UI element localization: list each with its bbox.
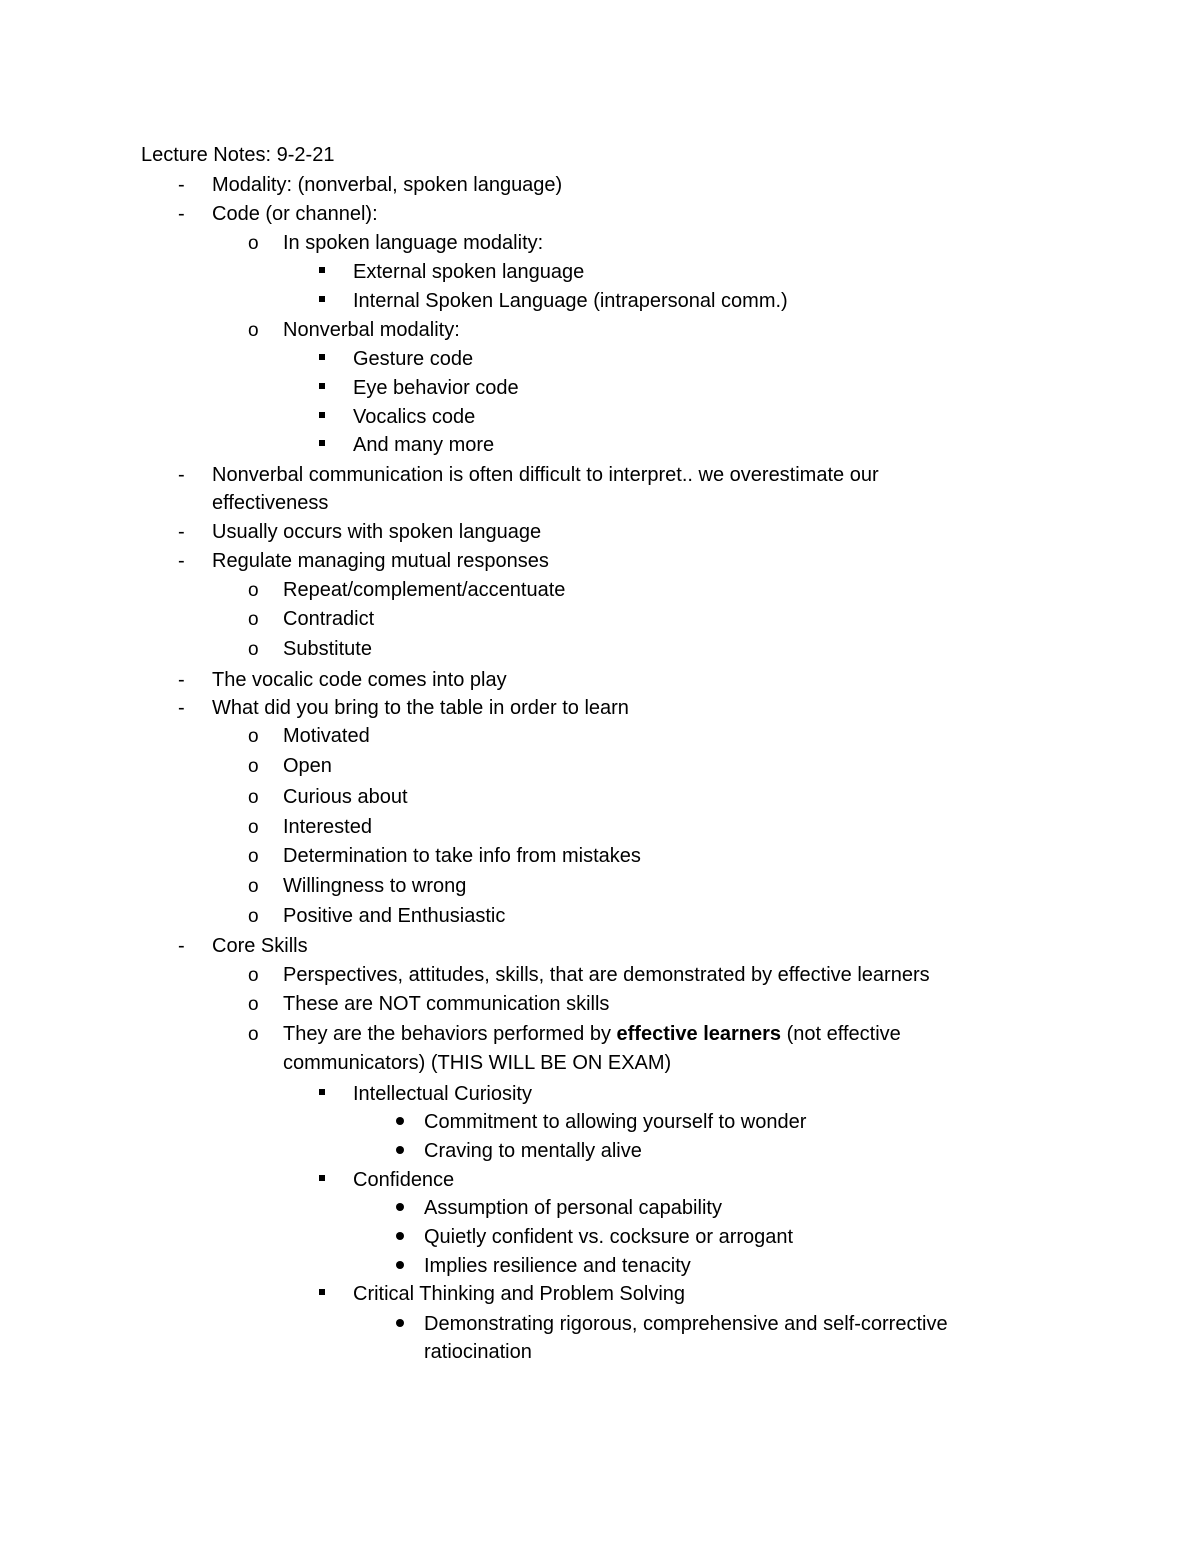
- circle-marker: o: [248, 906, 259, 927]
- list-item: Modality: (nonverbal, spoken language): [212, 174, 563, 196]
- list-item: Determination to take info from mistakes: [283, 845, 641, 867]
- list-item: Implies resilience and tenacity: [424, 1255, 691, 1277]
- circle-marker: o: [248, 580, 259, 601]
- list-item: Quietly confident vs. cocksure or arrogant: [424, 1226, 794, 1248]
- list-item: Regulate managing mutual responses: [212, 550, 549, 572]
- list-item: Interested: [283, 816, 372, 838]
- square-bullet: [319, 296, 325, 302]
- list-item: Substitute: [283, 638, 372, 660]
- circle-marker: o: [248, 994, 259, 1015]
- list-item: [283, 1020, 901, 1049]
- list-item: Open: [283, 755, 332, 777]
- circle-marker: o: [248, 756, 259, 777]
- list-item-continuation: ratiocination: [424, 1341, 532, 1363]
- page-title: Lecture Notes: 9-2-21: [141, 144, 335, 166]
- dash-marker: -: [178, 521, 185, 543]
- list-item: Willingness to wrong: [283, 875, 467, 897]
- list-item: Repeat/complement/accentuate: [283, 579, 566, 601]
- circle-marker: o: [248, 965, 259, 986]
- dash-marker: -: [178, 669, 185, 691]
- list-item-text: They are the behaviors performed by: [283, 1023, 617, 1045]
- list-item: Curious about: [283, 786, 408, 808]
- circle-marker: o: [248, 787, 259, 808]
- list-item: Nonverbal communication is often difficult to interpret.. we overestimate our: [212, 464, 879, 486]
- round-bullet: [396, 1232, 404, 1240]
- list-item: And many more: [353, 434, 495, 456]
- list-item: Eye behavior code: [353, 377, 519, 399]
- list-item: Confidence: [353, 1169, 455, 1191]
- dash-marker: -: [178, 464, 185, 486]
- list-item: External spoken language: [353, 261, 585, 283]
- dash-marker: -: [178, 203, 185, 225]
- dash-marker: -: [178, 935, 185, 957]
- list-item-continuation: communicators) (THIS WILL BE ON EXAM): [283, 1052, 672, 1074]
- list-item: Code (or channel):: [212, 203, 378, 225]
- list-item-text: (not effective: [781, 1023, 901, 1045]
- circle-marker: o: [248, 876, 259, 897]
- list-item: Motivated: [283, 725, 370, 747]
- circle-marker: o: [248, 726, 259, 747]
- list-item: Demonstrating rigorous, comprehensive and self-corrective: [424, 1313, 948, 1335]
- dash-marker: -: [178, 697, 185, 719]
- list-item: The vocalic code comes into play: [212, 669, 507, 691]
- list-item: Vocalics code: [353, 406, 476, 428]
- list-item-continuation: effectiveness: [212, 492, 329, 514]
- square-bullet: [319, 1175, 325, 1181]
- list-item: In spoken language modality:: [283, 232, 544, 254]
- list-item: Gesture code: [353, 348, 474, 370]
- square-bullet: [319, 1089, 325, 1095]
- dash-marker: -: [178, 174, 185, 196]
- list-item: Contradict: [283, 608, 375, 630]
- round-bullet: [396, 1319, 404, 1327]
- list-item: Assumption of personal capability: [424, 1197, 722, 1219]
- list-item: Perspectives, attitudes, skills, that are demonstrated by effective learners: [283, 964, 930, 986]
- round-bullet: [396, 1117, 404, 1125]
- dash-marker: -: [178, 550, 185, 572]
- square-bullet: [319, 354, 325, 360]
- list-item: Positive and Enthusiastic: [283, 905, 506, 927]
- square-bullet: [319, 440, 325, 446]
- circle-marker: o: [248, 609, 259, 630]
- list-item: Intellectual Curiosity: [353, 1083, 532, 1105]
- circle-marker: o: [248, 817, 259, 838]
- square-bullet: [319, 412, 325, 418]
- list-item: Craving to mentally alive: [424, 1140, 642, 1162]
- list-item: These are NOT communication skills: [283, 993, 610, 1015]
- bold-phrase: effective learners: [616, 1023, 782, 1045]
- list-item: What did you bring to the table in order to learn: [212, 697, 629, 719]
- circle-marker: o: [248, 846, 259, 867]
- round-bullet: [396, 1203, 404, 1211]
- circle-marker: o: [248, 1024, 259, 1045]
- square-bullet: [319, 1289, 325, 1295]
- list-item: Core Skills: [212, 935, 308, 957]
- circle-marker: o: [248, 233, 259, 254]
- list-item: Usually occurs with spoken language: [212, 521, 542, 543]
- round-bullet: [396, 1261, 404, 1269]
- circle-marker: o: [248, 639, 259, 660]
- list-item: Critical Thinking and Problem Solving: [353, 1283, 686, 1305]
- list-item: Commitment to allowing yourself to wonder: [424, 1111, 807, 1133]
- square-bullet: [319, 383, 325, 389]
- round-bullet: [396, 1146, 404, 1154]
- list-item: Nonverbal modality:: [283, 319, 460, 341]
- list-item: Internal Spoken Language (intrapersonal comm.): [353, 290, 788, 312]
- circle-marker: o: [248, 320, 259, 341]
- square-bullet: [319, 267, 325, 273]
